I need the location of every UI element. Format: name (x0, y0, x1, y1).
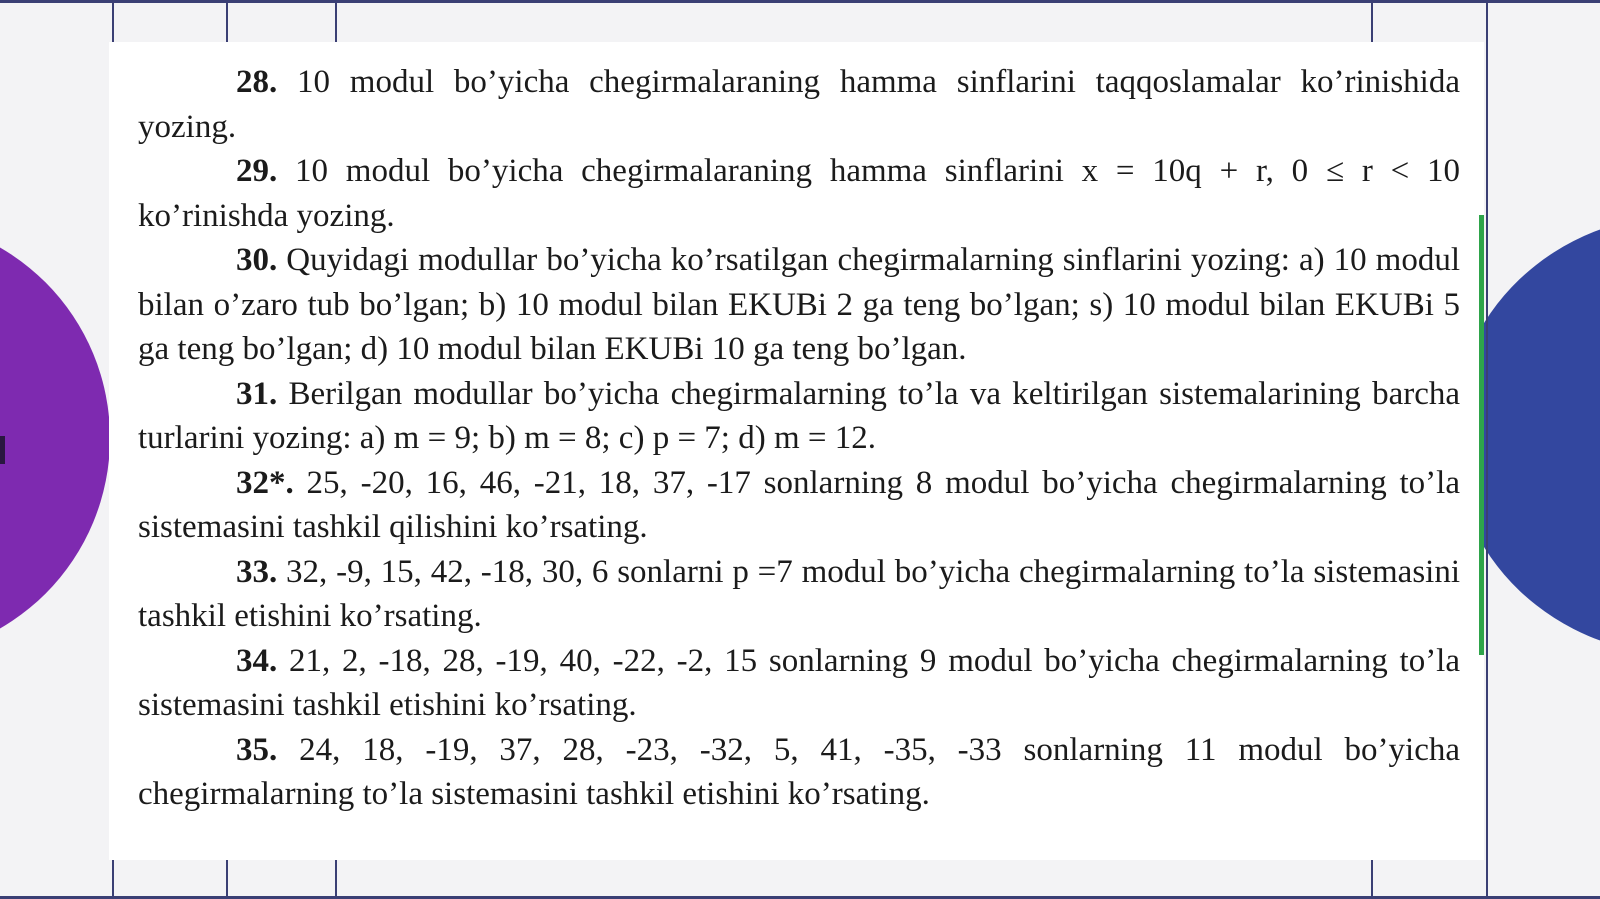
problem-text: 21, 2, -18, 28, -19, 40, -22, -2, 15 sonlarning 9 modul bo’yicha chegirmalarning to’la sistemasini tashkil etishini ko’rsating. (138, 642, 1460, 723)
frame-vline-5 (1486, 0, 1488, 899)
problem-number: 31. (236, 375, 278, 412)
problem-number: 30. (236, 242, 278, 278)
problem-32 (138, 461, 1460, 550)
problem-28 (138, 60, 1460, 149)
frame-top-line (0, 0, 1600, 3)
problem-35 (138, 728, 1460, 817)
problem-29 (138, 149, 1460, 238)
problem-33 (138, 550, 1460, 639)
left-edge-marker (0, 436, 5, 464)
problem-text: Berilgan modullar bo’yicha chegirmalarning to’la va keltirilgan sistemalarining barcha turlarini yozing: a) m = 9; b) m = 8; c) p = 7; d) m = 12. (138, 375, 1460, 456)
problem-text: 25, -20, 16, 46, -21, 18, 37, -17 sonlarning 8 modul bo’yicha chegirmalarning to’la sistemasini tashkil qilishini ko’rsating. (138, 464, 1460, 545)
problem-number: 29. (236, 153, 278, 189)
problem-number: 35. (236, 731, 278, 768)
problem-text: 24, 18, -19, 37, 28, -23, -32, 5, 41, -35, -33 sonlarning 11 modul bo’yicha chegirmalarning to’la sistemasini tashkil etishini ko’rsating. (138, 731, 1460, 812)
problem-text: Quyidagi modullar bo’yicha ko’rsatilgan chegirmalarning sinflarini yozing: a) 10 modul bilan o’zaro tub bo’lgan; b) 10 modul bilan EKUBi 2 ga teng bo’lgan; s) 10 modul bilan EKUBi 5 ga teng bo’lgan; d) 10 modul bilan EKUBi 10 ga teng bo’lgan. (138, 242, 1460, 367)
problem-list (138, 60, 1460, 817)
problem-text: 10 modul bo’yicha chegirmalaraning hamma sinflarini x = 10q + r, 0 ≤ r < 10 ko’rinishda yozing. (138, 153, 1460, 234)
left-purple-shape (0, 218, 110, 658)
problem-number: 28. (236, 64, 278, 100)
problem-number: 33. (236, 553, 278, 590)
green-accent-line (1479, 215, 1484, 655)
problem-number: 34. (236, 642, 278, 679)
problem-34 (138, 639, 1460, 728)
problem-text: 10 modul bo’yicha chegirmalaraning hamma sinflarini taqqoslamalar ko’rinishida yozing. (138, 64, 1460, 145)
problem-30 (138, 238, 1460, 372)
problem-text: 32, -9, 15, 42, -18, 30, 6 sonlarni p =7 modul bo’yicha chegirmalarning to’la sistemasini tashkil etishini ko’rsating. (138, 553, 1460, 634)
problem-number: 32*. (236, 464, 294, 501)
problem-31 (138, 372, 1460, 461)
